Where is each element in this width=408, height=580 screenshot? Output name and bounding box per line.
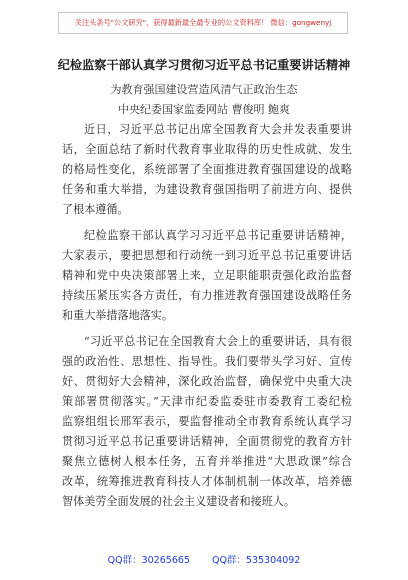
text-line: 话，全面总结了新时代教育事业取得的历史性成就、发生 bbox=[62, 143, 352, 156]
text-line: 大家表示，要把思想和行动统一到习近平总书记重要讲话 bbox=[62, 249, 352, 262]
text-line: 近日，习近平总书记出席全国教育大会并发表重要讲 bbox=[84, 123, 352, 136]
text-line: 好、贯彻好大会精神，深化政治监督，确保党中央重大决 bbox=[62, 375, 352, 388]
paragraph-2 bbox=[62, 226, 352, 326]
text-line: 策部署贯彻落实。”天津市纪委监委驻市委教育工委纪检 bbox=[62, 395, 352, 408]
text-line: 纪检监察干部认真学习习近平总书记重要讲话精神， bbox=[84, 229, 352, 242]
text-line: 改革，统筹推进教育科技人才体制机制一体改革，培养德 bbox=[62, 475, 352, 488]
text-line: 贯彻习近平总书记重要讲话精神，全面贯彻党的教育方针 bbox=[62, 435, 352, 448]
text-line: 强的政治性、思想性、指导性。我们要带头学习好、宣传 bbox=[62, 355, 352, 368]
text-line: 监察组组长邢军表示，要监督推动全市教育系统认真学习 bbox=[62, 415, 352, 428]
document-byline: 中央纪委国家监委网站 曹俊明 鲍爽 bbox=[118, 103, 290, 116]
text-line: 了根本遵循。 bbox=[62, 203, 129, 216]
promo-banner bbox=[58, 12, 348, 34]
text-line: 智体美劳全面发展的社会主义建设者和接班人。 bbox=[62, 495, 295, 508]
document-body bbox=[62, 120, 352, 518]
text-line: 聚焦立德树人根本任务，五育并举推进“大思政课”综合 bbox=[62, 455, 352, 468]
document-title: 纪检监察干部认真学习贯彻习近平总书记重要讲话精神 bbox=[57, 58, 351, 72]
text-line: “习近平总书记在全国教育大会上的重要讲话，具有很 bbox=[84, 335, 352, 348]
text-line: 任务和重大举措，为建设教育强国指明了前进方向、提供 bbox=[62, 183, 352, 196]
qq-group-1: QQ群：30265665 bbox=[107, 555, 190, 566]
paragraph-3 bbox=[62, 332, 352, 512]
text-line: 和重大举措落地落实。 bbox=[62, 309, 173, 322]
paragraph-1 bbox=[62, 120, 352, 220]
text-line: 持续压紧压实各方责任，有力推进教育强国建设战略任务 bbox=[62, 289, 352, 302]
footer-contacts bbox=[0, 552, 408, 566]
qq-group-2: QQ群：535304092 bbox=[211, 555, 301, 566]
text-line: 精神和党中央决策部署上来，立足职能职责强化政治监督 bbox=[62, 269, 352, 282]
document-subtitle: 为教育强国建设营造风清气正政治生态 bbox=[110, 83, 298, 96]
promo-banner-text: 关注头条号"公文研究"，获得最新最全最专业的公文资料库！ 微信：gongwenyj bbox=[74, 18, 332, 27]
text-line: 的格局性变化，系统部署了全面推进教育强国建设的战略 bbox=[62, 163, 352, 176]
